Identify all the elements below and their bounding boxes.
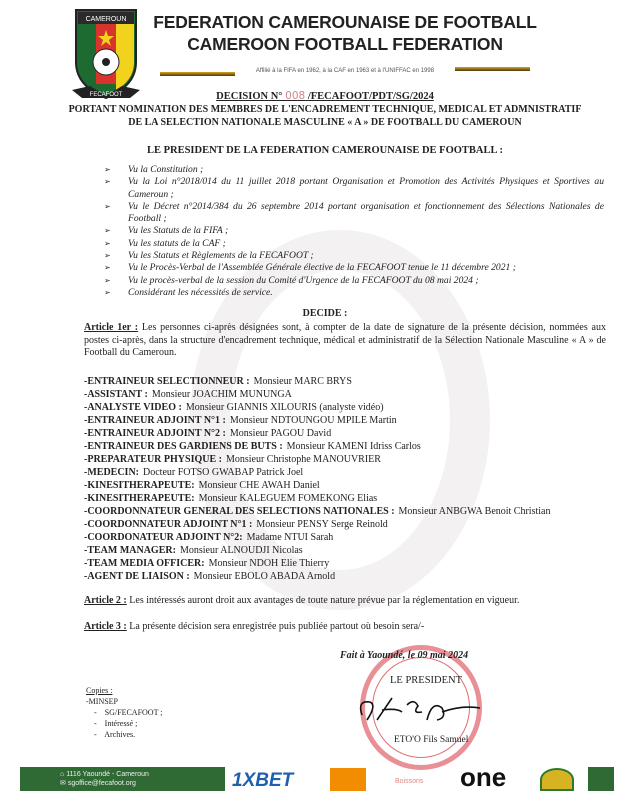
staff-item <box>84 375 604 388</box>
staff-list <box>84 375 604 583</box>
footer-email[interactable]: sgoffice@fecafoot.org <box>67 780 136 787</box>
footer-green-bar <box>588 767 614 791</box>
staff-role: -PREPARATEUR PHYSIQUE : <box>84 454 222 465</box>
article-2 <box>84 595 606 608</box>
staff-item <box>84 427 604 440</box>
affiliation-text: Affilié à la FIFA en 1962, à la CAF en 1963 et à l'UNIFFAC en 1998 <box>255 68 435 74</box>
copies-block <box>86 685 163 740</box>
article-3-label: Article 3 : <box>84 621 127 632</box>
header-rule-left <box>160 72 235 76</box>
staff-role: -TEAM MANAGER: <box>84 545 176 556</box>
signatory-title: LE PRESIDENT <box>390 675 463 686</box>
copy-item: -MINSEP <box>86 697 119 706</box>
staff-role: -TEAM MEDIA OFFICER: <box>84 558 205 569</box>
staff-name: Monsieur MARC BRYS <box>253 376 352 387</box>
staff-role: -ENTRAINEUR SELECTIONNEUR : <box>84 376 250 387</box>
fecafoot-logo <box>70 6 142 102</box>
lion-logo <box>540 768 574 791</box>
article-1-label: Article 1er : <box>84 322 139 333</box>
staff-item <box>84 440 604 453</box>
staff-role: -ASSISTANT : <box>84 389 148 400</box>
staff-name: Monsieur KAMENI Idriss Carlos <box>286 441 421 452</box>
home-icon: ⌂ <box>60 771 67 778</box>
staff-item <box>84 518 604 531</box>
staff-role: -COORDONNATEUR GENERAL DES SELECTIONS NATIONALES : <box>84 506 395 517</box>
sponsor-one: one <box>460 762 507 792</box>
consideration-item: ➢ Vu la Constitution ; <box>104 164 604 176</box>
staff-name: Monsieur PENSY Serge Reinold <box>256 519 388 530</box>
footer-contact <box>20 767 225 791</box>
decide-heading: DECIDE : <box>302 308 348 319</box>
copy-item: - Intéressé ; <box>94 719 138 728</box>
copy-item: - Archives. <box>94 730 136 739</box>
title-french: FEDERATION CAMEROUNAISE DE FOOTBALL <box>153 12 537 32</box>
staff-name: Monsieur CHE AWAH Daniel <box>198 480 320 491</box>
staff-name: Monsieur KALEGUEM FOMEKONG Elias <box>198 493 378 504</box>
staff-item <box>84 453 604 466</box>
staff-item <box>84 492 604 505</box>
sponsor-1xbet: 1XBET <box>232 770 294 791</box>
article-1 <box>84 322 606 360</box>
staff-item <box>84 466 604 479</box>
staff-name: Monsieur JOACHIM MUNUNGA <box>151 389 292 400</box>
footer-address: 1116 Yaoundé - Cameroun <box>66 771 149 778</box>
decision-handwritten-number: 008 <box>285 90 306 102</box>
staff-item <box>84 401 604 414</box>
staff-name: Monsieur NDTOUNGOU MPILE Martin <box>229 415 397 426</box>
staff-role: -ENTRAINEUR ADJOINT N°1 : <box>84 415 226 426</box>
svg-text:FECAFOOT: FECAFOOT <box>89 92 123 98</box>
decision-number <box>60 90 590 102</box>
staff-role: -COORDONATEUR ADJOINT N°2: <box>84 532 243 543</box>
staff-item <box>84 505 604 518</box>
staff-role: -ENTRAINEUR DES GARDIENS DE BUTS : <box>84 441 283 452</box>
signatory-name: ETO'O Fils Samuel <box>394 735 469 745</box>
staff-name: Docteur FOTSO GWABAP Patrick Joel <box>143 467 304 478</box>
consideration-item: ➢ Vu les statuts de la CAF ; <box>104 238 604 250</box>
considerations-list <box>104 164 604 299</box>
staff-name: Monsieur EBOLO ABADA Arnold <box>193 571 336 582</box>
staff-role: -COORDONNATEUR ADJOINT N°1 : <box>84 519 253 530</box>
consideration-item: ➢ Vu le procès-verbal de la session du Comité d'Urgence de la FECAFOOT du 08 mai 2024 ; <box>104 275 604 287</box>
article-2-label: Article 2 : <box>84 595 127 606</box>
staff-item <box>84 557 604 570</box>
staff-item <box>84 531 604 544</box>
staff-name: Madame NTUI Sarah <box>246 532 334 543</box>
staff-name: Monsieur ALNOUDJI Nicolas <box>179 545 303 556</box>
handwritten-signature <box>352 690 482 730</box>
staff-role: -ANALYSTE VIDEO : <box>84 402 182 413</box>
copies-label: Copies : <box>86 686 113 695</box>
title-english: CAMEROON FOOTBALL FEDERATION <box>187 34 503 54</box>
staff-role: -MEDECIN: <box>84 467 139 478</box>
staff-role: -AGENT DE LIAISON : <box>84 571 190 582</box>
place-date: Fait à Yaoundé, le 09 mai 2024 <box>340 650 469 661</box>
staff-name: Monsieur PAGOU David <box>229 428 332 439</box>
copy-item: - SG/FECAFOOT ; <box>94 708 163 717</box>
staff-item <box>84 544 604 557</box>
staff-item <box>84 414 604 427</box>
consideration-item: ➢ Vu le Procès-Verbal de l'Assemblée Générale élective de la FECAFOOT tenue le 11 décembre 2021 ; <box>104 262 604 274</box>
president-heading: LE PRESIDENT DE LA FEDERATION CAMEROUNAISE DE FOOTBALL : <box>146 145 504 156</box>
consideration-item: ➢ Vu le Décret n°2014/384 du 26 septembre 2014 portant organisation et fonctionnement des Sélections Nationales de Football ; <box>104 201 604 226</box>
header-rule-right <box>455 67 530 71</box>
staff-role: -KINESITHERAPEUTE: <box>84 493 195 504</box>
staff-role: -KINESITHERAPEUTE: <box>84 480 195 491</box>
decision-subject-line2: DE LA SELECTION NATIONALE MASCULINE « A » DE FOOTBALL DU CAMEROUN <box>128 117 522 128</box>
decision-prefix: DECISION N° <box>216 91 283 102</box>
consideration-item: ➢ Vu la Loi n°2018/014 du 11 juillet 2018 portant Organisation et Promotion des Activités Physiques et Sportives au Cameroun ; <box>104 176 604 201</box>
staff-name: Monsieur Christophe MANOUVRIER <box>225 454 381 465</box>
staff-item <box>84 479 604 492</box>
staff-item <box>84 570 604 583</box>
sponsor-boissons: Boissons <box>395 778 424 785</box>
mail-icon: ✉ <box>60 780 68 787</box>
decision-suffix: /FECAFOOT/PDT/SG/2024 <box>307 91 434 102</box>
decision-subject-line1: PORTANT NOMINATION DES MEMBRES DE L'ENCADREMENT TECHNIQUE, MEDICAL ET ADMNISTRATIF <box>68 104 582 115</box>
staff-item <box>84 388 604 401</box>
sponsor-orange-logo <box>330 768 366 791</box>
consideration-item: ➢ Vu les Statuts de la FIFA ; <box>104 225 604 237</box>
article-1-text: Les personnes ci-après désignées sont, à compter de la date de signature de la présente décision, nommées aux postes ci-après, dans la structure d'encadrement technique, médical et administratif de la Sélection Nationale Masculine « A » de Football du Cameroun. <box>84 322 606 358</box>
staff-name: Monsieur GIANNIS XILOURIS (analyste vidéo) <box>185 402 384 413</box>
staff-name: Monsieur ANBGWA Benoit Christian <box>398 506 551 517</box>
staff-role: -ENTRAINEUR ADJOINT N°2 : <box>84 428 226 439</box>
consideration-item: ➢ Considérant les nécessités de service. <box>104 287 604 299</box>
svg-text:CAMEROUN: CAMEROUN <box>85 16 127 23</box>
consideration-item: ➢ Vu les Statuts et Règlements de la FECAFOOT ; <box>104 250 604 262</box>
article-3-text: La présente décision sera enregistrée puis publiée partout où besoin sera/- <box>126 621 425 632</box>
article-2-text: Les intéressés auront droit aux avantages de toute nature prévue par la réglementation en vigueur. <box>126 595 520 606</box>
staff-name: Monsieur NDOH Elie Thierry <box>208 558 330 569</box>
article-3 <box>84 621 606 634</box>
